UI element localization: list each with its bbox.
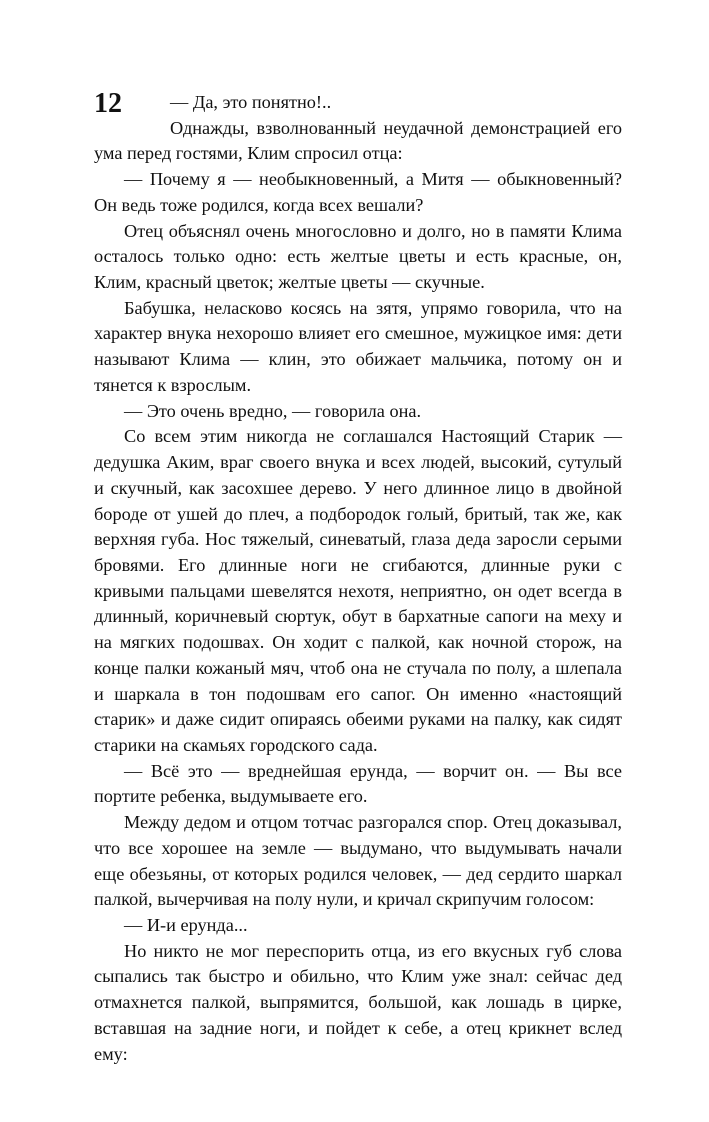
paragraph-9: Между дедом и отцом тотчас разгорался спор. Отец доказывал, что все хорошее на земле — выдумано, что выдумывать начали еще обезьяны, от которых родился человек, — дед сердито шаркал палкой, вычерчивая на полу нули, и кричал скрипучим голосом: [94,812,622,910]
paragraph-11: Но никто не мог переспорить отца, из его вкусных губ слова сыпались так быстро и обильно, что Клим уже знал: сейчас дед отмахнется палкой, выпрямится, большой, как лошадь в цирке, вставшая на задние ноги, и пойдет к себе, а отец крикнет вслед ему: [94,940,622,1064]
paragraph-4: Отец объяснял очень многословно и долго, но в памяти Клима осталось только одно: есть желтые цветы и есть красные, он, Клим, красный цветок; желтые цветы — скучные. [94,220,622,293]
body-text [94,90,622,1067]
paragraph-3: — Почему я — необыкновенный, а Митя — обыкновенный? Он ведь тоже родился, когда всех вешали? [94,169,622,215]
paragraph-2: Однажды, взволнованный неудачной демонстрацией его ума перед гостями, Клим спросил отца: [94,117,622,164]
paragraph-10: — И-и ерунда... [124,915,248,935]
page-number: 12 [94,88,122,119]
paragraph-6: — Это очень вредно, — говорила она. [124,400,422,421]
paragraph-8: — Всё это — вреднейшая ерунда, — ворчит он. — Вы все портите ребенка, выдумываете его. [94,760,622,807]
paragraph-7: Со всем этим никогда не соглашался Настоящий Старик — дедушка Аким, враг своего внука и всех людей, высокий, сутулый и скучный, как засохшее дерево. У него длинное лицо в двойной бороде от ушей до плеч, а подбородок голый, бритый, так же, как верхняя губа. Нос тяжелый, синеватый, глаза деда заросли серыми бровями. Его длинные ноги не сгибаются, длинные руки с кривыми пальцами шевелятся нехотя, неприятно, он одет всегда в длинный, коричневый сюртук, обут в бархатные сапоги на меху и на мягких подошвах. Он ходит с палкой, как ночной сторож, на конце палки кожаный мяч, чтоб она не стучала по полу, а шлепала и шаркала в тон подошвам его сапог. Он именно «настоящий старик» и даже сидит опираясь обеими руками на палку, как сидят старики на скамьях городского сада. [94,426,622,755]
paragraph-5: Бабушка, неласково косясь на зятя, упрямо говорила, что на характер внука нехорошо влияет его смешное, мужицкое имя: дети называют Клима — клин, это обижает мальчика, потому он и тянется к взрослым. [94,297,622,395]
paragraph-1: — Да, это понятно!.. [170,92,332,112]
